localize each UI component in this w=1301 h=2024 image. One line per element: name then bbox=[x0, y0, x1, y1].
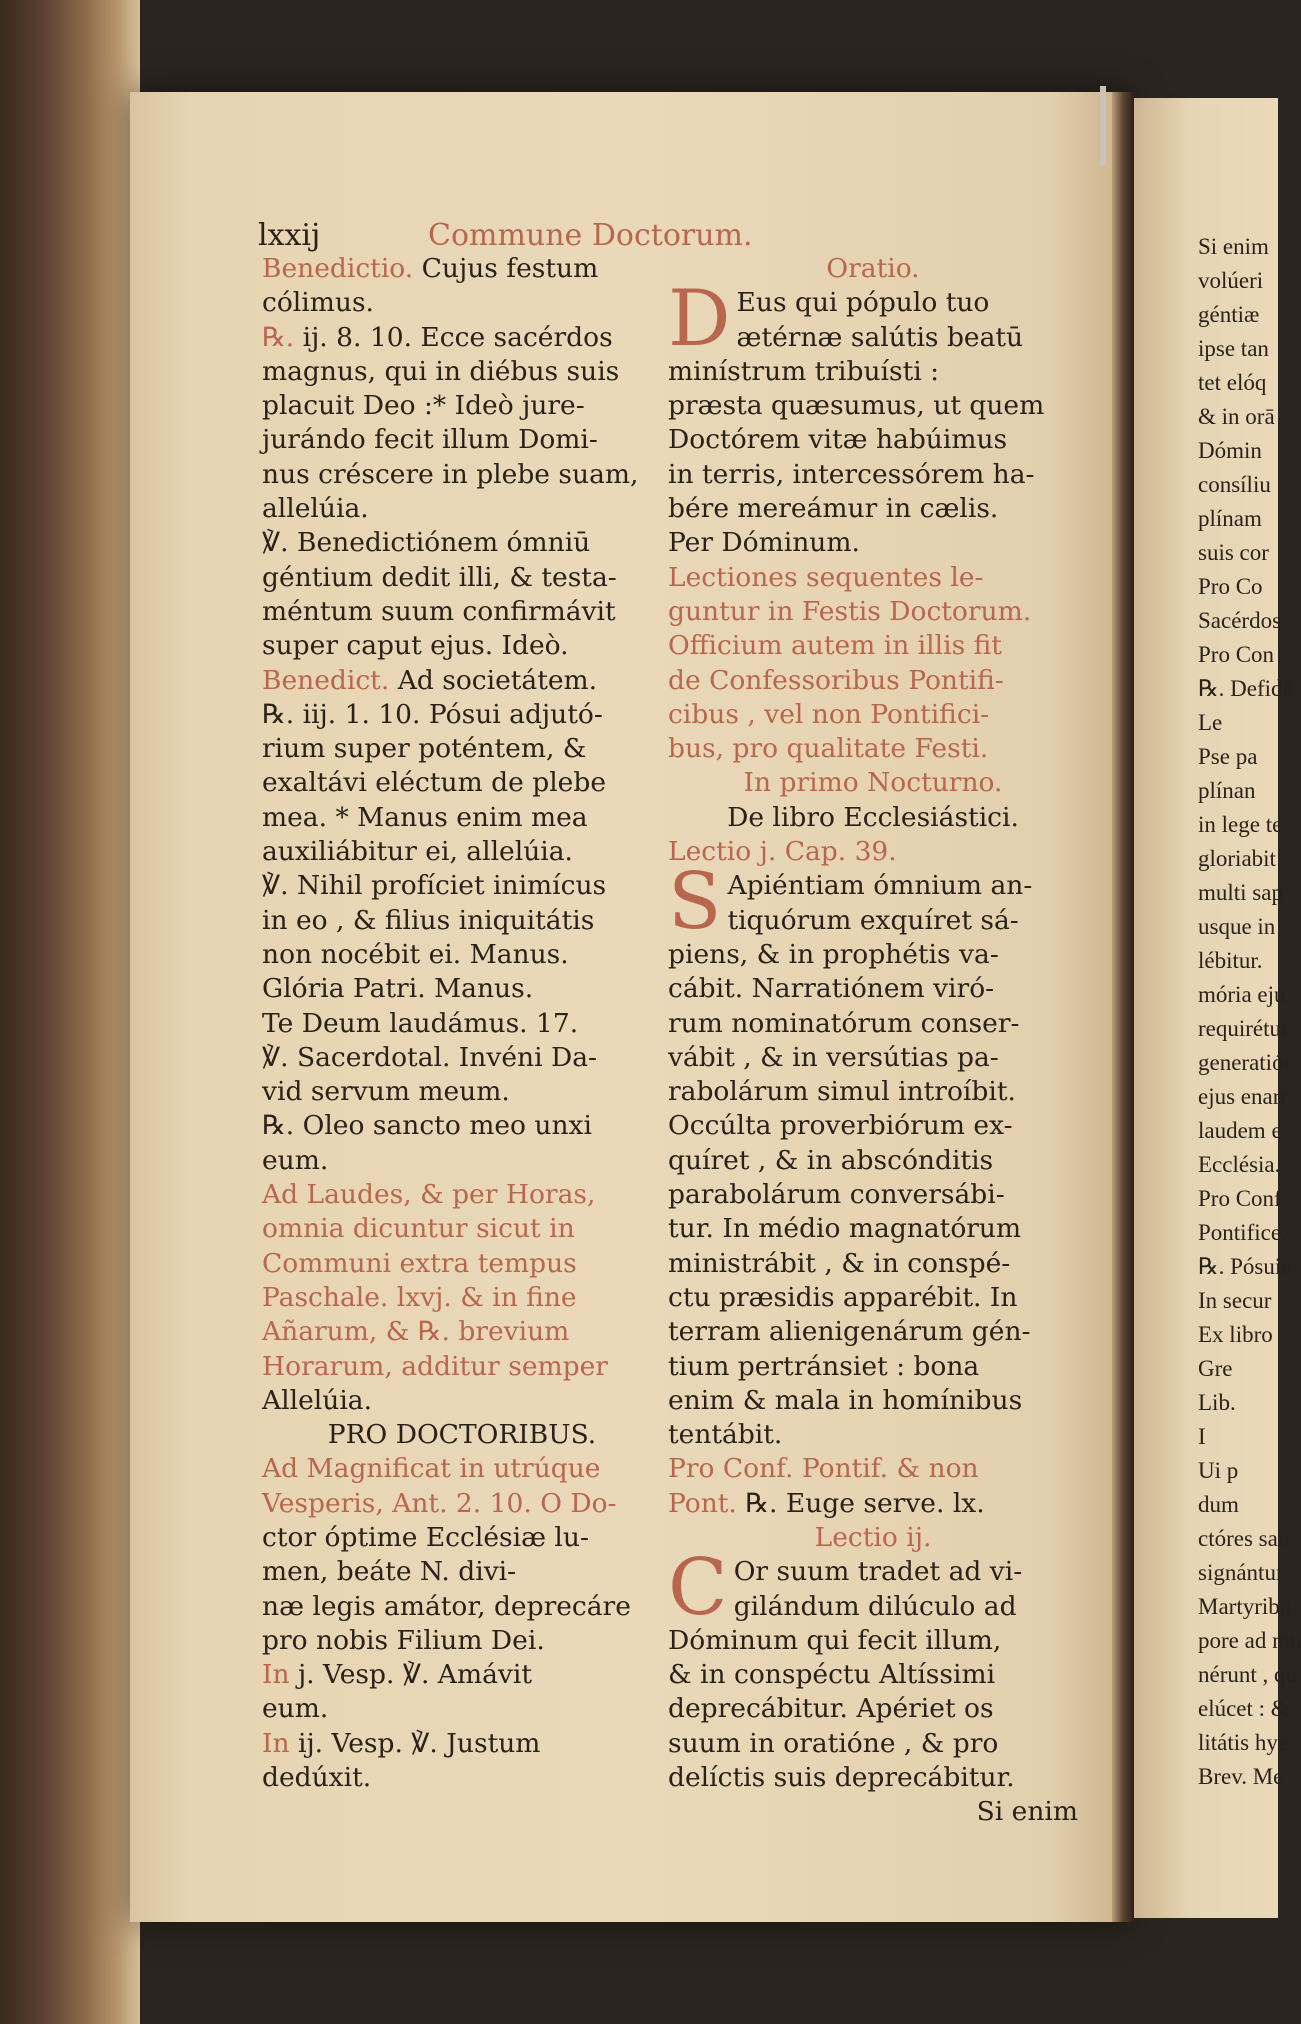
next-page-line: volúeri bbox=[1198, 268, 1264, 293]
text-line: piens, & in prophétis va- bbox=[668, 938, 999, 970]
text-line: jurándo fecit illum Domi- bbox=[262, 424, 598, 456]
next-page-line: Pro Conf bbox=[1198, 1186, 1282, 1211]
next-page-line: Pro Co bbox=[1198, 574, 1263, 599]
text-line: rum nominatórum conser- bbox=[668, 1007, 1020, 1039]
text-line: rabolárum simul introíbit. bbox=[668, 1076, 1016, 1108]
next-page-line: plínam bbox=[1198, 506, 1262, 531]
next-page-line: generatiór bbox=[1198, 1050, 1292, 1075]
text-line: tentábit. bbox=[668, 1419, 783, 1451]
text-line: Lectiones sequentes le- bbox=[668, 561, 984, 593]
text-line: ætérnæ salútis beatū bbox=[736, 321, 1024, 353]
text-line: Per Dóminum. bbox=[668, 527, 860, 559]
text-line: ℣. Nihil profíciet inimícus bbox=[262, 870, 607, 902]
text-line: deprecábitur. Apériet os bbox=[668, 1693, 994, 1725]
text-line: ℣. Benedictiónem ómniū bbox=[262, 527, 591, 559]
text-line: Doctórem vitæ habúimus bbox=[668, 424, 1008, 456]
text-line: non nocébit ei. Manus. bbox=[262, 938, 569, 970]
next-page-line: Pontifice, bbox=[1198, 1220, 1287, 1245]
text-line: suum in oratióne , & pro bbox=[668, 1727, 999, 1759]
text-line: pro nobis Filium Dei. bbox=[262, 1624, 545, 1656]
text-line: delíctis suis deprecábitur. bbox=[668, 1762, 1015, 1794]
text-line: In j. Vesp. ℣. Amávit bbox=[262, 1659, 532, 1691]
text-line: Dóminum qui fecit illum, bbox=[668, 1624, 1002, 1656]
next-page-line: elúcet : & bbox=[1198, 1696, 1289, 1721]
text-line: In primo Nocturno. bbox=[743, 767, 1003, 799]
text-line: Paschale. lxvj. & in fine bbox=[262, 1281, 577, 1313]
text-line: gilándum dilúculo ad bbox=[733, 1590, 1017, 1622]
text-line: ℣. Sacerdotal. Invéni Da- bbox=[262, 1041, 597, 1073]
next-page-line: Ui p bbox=[1198, 1458, 1239, 1483]
next-page-line: suis cor bbox=[1198, 540, 1269, 565]
text-line: ctor óptime Ecclésiæ lu- bbox=[262, 1521, 589, 1553]
next-page-line: Ecclésia. bbox=[1198, 1152, 1281, 1177]
text-line: terram alienigenárum gén- bbox=[668, 1316, 1031, 1348]
next-page-text bbox=[1198, 230, 1301, 1794]
text-line: & in conspéctu Altíssimi bbox=[668, 1659, 996, 1691]
text-line: tium pertránsiet : bona bbox=[668, 1350, 980, 1382]
text-line: ℞. ij. 8. 10. Ecce sacérdos bbox=[262, 321, 613, 353]
text-line: Ad Laudes, & per Horas, bbox=[262, 1179, 596, 1211]
text-line: de Confessoribus Pontifi- bbox=[668, 664, 1004, 696]
text-line: Vesperis, Ant. 2. 10. O Do- bbox=[262, 1487, 617, 1519]
next-page-line: Ex libro bbox=[1198, 1322, 1273, 1347]
text-line: parabolárum conversábi- bbox=[668, 1179, 1005, 1211]
text-line: minístrum tribuísti : bbox=[668, 355, 940, 387]
next-page-line: Le bbox=[1198, 710, 1223, 735]
text-line: in terris, intercessórem ha- bbox=[668, 458, 1035, 490]
text-line: Officium autem in illis fit bbox=[668, 630, 1002, 662]
text-line: géntium dedit illi, & testa- bbox=[262, 561, 617, 593]
next-page-line: ℞. Defidé bbox=[1198, 676, 1293, 701]
text-line: Benedictio. Cujus festum bbox=[262, 253, 599, 284]
page-number: lxxij bbox=[258, 218, 321, 253]
next-page-line: lébitur. bbox=[1198, 948, 1263, 973]
text-line: in eo , & filius iniquitátis bbox=[262, 904, 595, 936]
text-line: ℞. iij. 1. 10. Pósui adjutó- bbox=[262, 698, 603, 730]
text-line: Or suum tradet ad vi- bbox=[733, 1556, 1023, 1588]
text-line: vábit , & in versútias pa- bbox=[668, 1041, 999, 1073]
next-page-line: In secur bbox=[1198, 1288, 1272, 1313]
text-line: allelúia. bbox=[262, 493, 369, 525]
next-page-line: Pse pa bbox=[1198, 744, 1258, 769]
text-line: nus créscere in plebe suam, bbox=[262, 458, 639, 490]
next-page-line: Gre bbox=[1198, 1356, 1233, 1381]
next-page-line: Si enim bbox=[1198, 234, 1269, 259]
bookmark-ribbon bbox=[1100, 86, 1106, 166]
text-line: men, beáte N. divi- bbox=[262, 1556, 517, 1588]
next-page-line: Brev. Me bbox=[1198, 1764, 1284, 1789]
text-line: Benedict. Ad societátem. bbox=[262, 664, 598, 696]
page-edges bbox=[0, 0, 140, 2024]
next-page-line: Sacérdos bbox=[1198, 608, 1282, 633]
text-line: In ij. Vesp. ℣. Justum bbox=[262, 1727, 541, 1759]
text-line: tur. In médio magnatórum bbox=[668, 1213, 1022, 1245]
text-line: PRO DOCTORIBUS. bbox=[327, 1419, 597, 1451]
text-line: ℞. Oleo sancto meo unxi bbox=[262, 1110, 592, 1142]
next-page-line: mória eju bbox=[1198, 982, 1286, 1007]
drop-capital: D bbox=[668, 274, 731, 365]
text-line: Allelúia. bbox=[262, 1384, 373, 1416]
next-page-line: géntiæ bbox=[1198, 302, 1260, 327]
text-line: cábit. Narratiónem viró- bbox=[668, 973, 995, 1005]
next-page-line: pore ad mu bbox=[1198, 1628, 1301, 1653]
next-page-line: usque in bbox=[1198, 914, 1276, 939]
next-page-line: in lege te bbox=[1198, 812, 1283, 837]
text-line: quíret , & in abscónditis bbox=[668, 1144, 994, 1176]
next-page-line: Dómin bbox=[1198, 438, 1262, 463]
text-line: Lectio ij. bbox=[814, 1521, 932, 1553]
text-line: méntum suum confirmávit bbox=[262, 595, 616, 627]
next-page-line: Lib. bbox=[1198, 1390, 1236, 1415]
next-page-line: signántur bbox=[1198, 1560, 1284, 1585]
running-title: Commune Doctorum. bbox=[428, 218, 753, 253]
text-line: Lectio j. Cap. 39. bbox=[668, 836, 897, 868]
next-page-line: Pro Con bbox=[1198, 642, 1275, 667]
drop-capital: C bbox=[668, 1543, 728, 1634]
text-line: rium super poténtem, & bbox=[262, 733, 587, 765]
next-page-line: dum bbox=[1198, 1492, 1239, 1517]
text-line: Apiéntiam ómnium an- bbox=[727, 870, 1033, 902]
text-line: placuit Deo :* Ideò jure- bbox=[262, 390, 585, 422]
next-page-line: gloriabit bbox=[1198, 846, 1276, 871]
text-line: Añarum, & ℞. brevium bbox=[262, 1316, 570, 1348]
next-page-line: ipse tan bbox=[1198, 336, 1269, 361]
next-page-line: ℞. Pósuia bbox=[1198, 1254, 1292, 1279]
next-page-line: plínan bbox=[1198, 778, 1256, 803]
next-page-line: nérunt , qu bbox=[1198, 1662, 1298, 1687]
text-line: Si enim bbox=[976, 1796, 1078, 1828]
next-page-line: ctóres san bbox=[1198, 1526, 1290, 1551]
text-line: Communi extra tempus bbox=[262, 1247, 577, 1279]
book-gutter bbox=[1112, 92, 1134, 1922]
next-page-line: laudem e bbox=[1198, 1118, 1282, 1143]
text-line: vid servum meum. bbox=[262, 1076, 510, 1108]
text-line: mea. * Manus enim mea bbox=[262, 801, 588, 833]
next-page-line: tet elóq bbox=[1198, 370, 1267, 395]
text-line: Te Deum laudámus. 17. bbox=[262, 1007, 579, 1039]
text-line: præsta quæsumus, ut quem bbox=[668, 390, 1045, 422]
next-page-line: & in orā bbox=[1198, 404, 1275, 429]
text-line: omnia dicuntur sicut in bbox=[262, 1213, 575, 1245]
drop-capital: S bbox=[668, 857, 722, 948]
text-line: Occúlta proverbiórum ex- bbox=[668, 1110, 1013, 1142]
text-line: Eus qui pópulo tuo bbox=[736, 287, 990, 319]
text-line: dedúxit. bbox=[262, 1762, 372, 1794]
next-page-line: multi sap bbox=[1198, 880, 1283, 905]
text-line: magnus, qui in diébus suis bbox=[262, 355, 620, 387]
text-line: super caput ejus. Ideò. bbox=[262, 630, 569, 662]
text-line: bus, pro qualitate Festi. bbox=[668, 733, 989, 765]
right-column bbox=[668, 252, 1078, 1830]
next-page-line: Martyribu bbox=[1198, 1594, 1292, 1619]
text-line: cibus , vel non Pontifici- bbox=[668, 698, 990, 730]
text-line: bére mereámur in cælis. bbox=[668, 493, 999, 525]
text-line: eum. bbox=[262, 1144, 329, 1176]
text-line: exaltávi eléctum de plebe bbox=[262, 767, 607, 799]
next-page-line: litátis hye bbox=[1198, 1730, 1289, 1755]
text-line: auxiliábitur ei, allelúia. bbox=[262, 836, 573, 868]
text-line: Ad Magnificat in utrúque bbox=[262, 1453, 601, 1485]
left-column bbox=[262, 252, 662, 1795]
next-page-line: requirétur bbox=[1198, 1016, 1289, 1041]
text-line: ministrábit , & in conspé- bbox=[668, 1247, 1011, 1279]
text-line: cólimus. bbox=[262, 287, 374, 319]
text-line: eum. bbox=[262, 1693, 329, 1725]
text-line: Pro Conf. Pontif. & non bbox=[668, 1453, 979, 1485]
text-line: Oratio. bbox=[826, 253, 920, 284]
text-line: Horarum, additur semper bbox=[262, 1350, 608, 1382]
text-line: ctu præsidis apparébit. In bbox=[668, 1281, 1018, 1313]
text-line: næ legis amátor, deprecáre bbox=[262, 1590, 631, 1622]
text-line: Glória Patri. Manus. bbox=[262, 973, 534, 1005]
text-line: De libro Ecclesiástici. bbox=[727, 801, 1019, 833]
text-line: guntur in Festis Doctorum. bbox=[668, 595, 1032, 627]
text-line: enim & mala in homínibus bbox=[668, 1384, 1023, 1416]
next-page-line: consíliu bbox=[1198, 472, 1271, 497]
next-page-line: I bbox=[1198, 1424, 1206, 1449]
next-page-line: ejus enarr bbox=[1198, 1084, 1289, 1109]
text-line: tiquórum exquíret sá- bbox=[727, 904, 1019, 936]
text-line: Pont. ℞. Euge serve. lx. bbox=[668, 1487, 985, 1519]
